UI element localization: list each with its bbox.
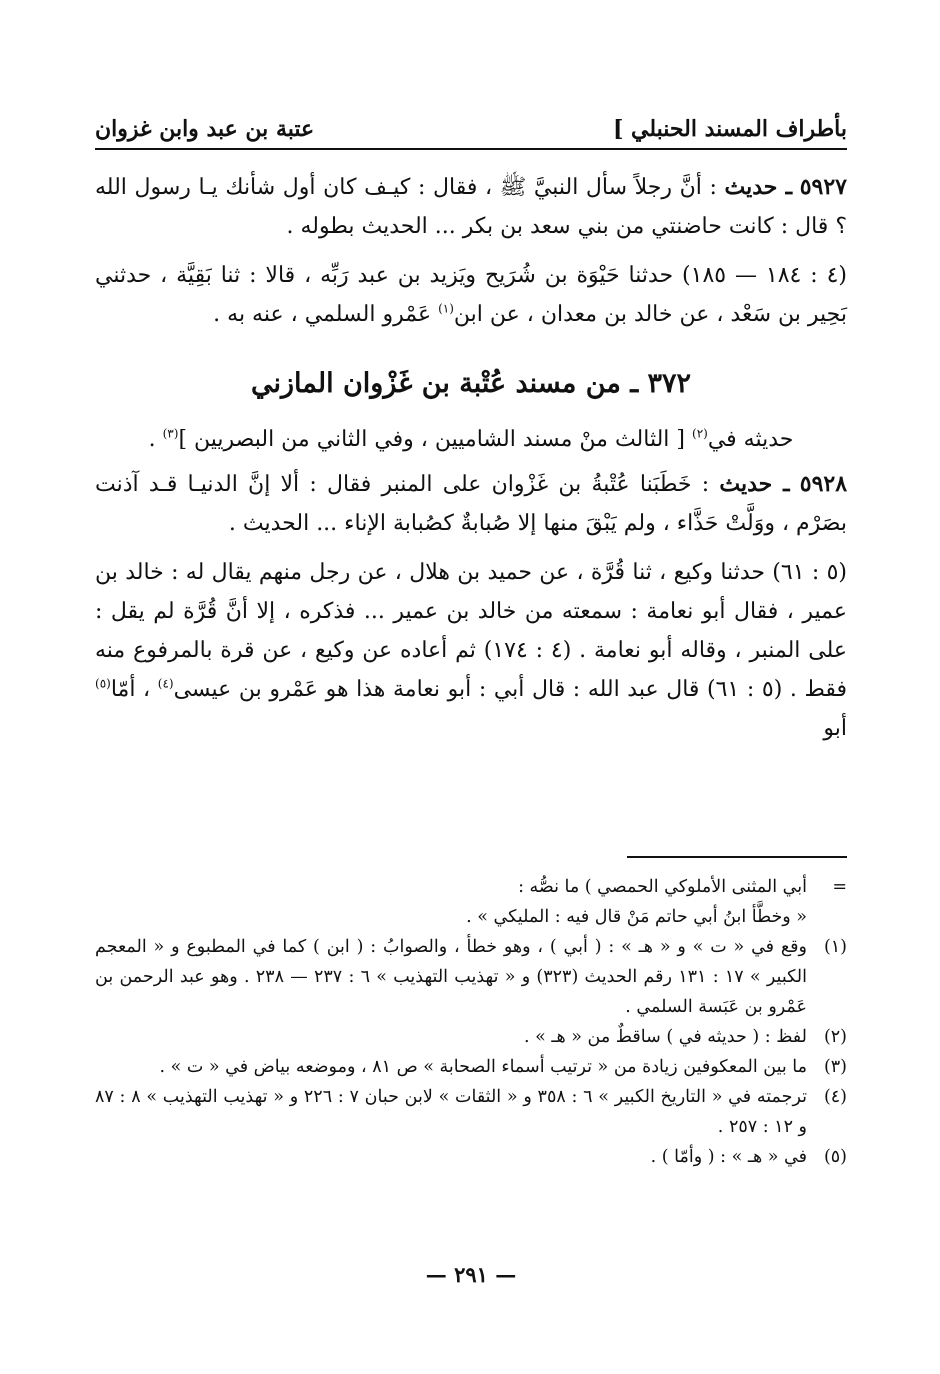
isnad-5928: (٥ : ٦١) حدثنا وكيع ، ثنا قُرَّة ، عن حميد بن هلال ، عن رجل منهم يقال له : خالد بن عمير ، فقال أبو نعامة : سمعته من خالد بن عمير ... فذكره ، إلا أنَّ قُرَّة لم يقل : على المنبر ، وقاله أبو نعامة . (٤ : ١٧٤) ثم أعاده عن وكيع ، عن قرة بالمرفوع منه فقط . (٥ : ٦١) قال عبد الله : قال أبي : أبو نعامة هذا هو عَمْرو بن عيسى$^{(٤)}$ ، أمّا$^{(٥)}$ أبو <box>95 560 848 741</box>
footnote-label: (١) <box>823 937 847 957</box>
footnote-ref: (١) <box>438 301 454 316</box>
header-book-title: بأطراف المسند الحنبلي ] <box>612 116 847 142</box>
footnote-2 <box>95 1022 847 1052</box>
footnote-continuation-line: « وخطَّأ ابنُ أبي حاتم مَنْ قال فيه : المليكي » . <box>466 907 807 927</box>
footnote-label: (٢) <box>823 1027 847 1047</box>
footnote-text: في « هـ » : ( وأمّا ) . <box>650 1147 807 1167</box>
hadith-keyword: حديث <box>719 471 773 497</box>
footnotes <box>95 872 847 1172</box>
footnote-3 <box>95 1052 847 1082</box>
footnote-ref: (٣) <box>162 426 179 441</box>
footnote-5 <box>95 1142 847 1172</box>
footnote-label: (٣) <box>823 1057 847 1077</box>
main-text <box>95 168 847 758</box>
isnad-text: (٤ : ١٨٤ — ١٨٥) حدثنا حَيْوَة بن شُرَيح ويَزيد بن عبد رَبِّه ، قالا : ثنا بَقِيَّة ، حدثني بَحِير بن سَعْد ، عن خالد بن معدان ، عن ابن <box>95 263 847 327</box>
footnote-4 <box>95 1082 847 1142</box>
footnote-text: ما بين المعكوفين زيادة من « ترتيب أسماء الصحابة » ص ٨١ ، وموضعه بياض في « ت » . <box>159 1057 807 1077</box>
hadith-text: : أنَّ رجلاً سأل النبيَّ ﷺ ، فقال : كيـف كان أول شأنك يـا رسول الله ؟ قال : كانت حاضنتي من بني سعد بن بكر ... الحديث بطوله . <box>95 175 847 239</box>
isnad-5927 <box>95 256 847 334</box>
footnote-1 <box>95 932 847 1022</box>
isnad-text: عَمْرو السلمي ، عنه به . <box>213 302 432 327</box>
page-number: — ٢٩١ — <box>425 1262 517 1287</box>
isnad-text: (٥ : ٦١) حدثنا وكيع ، ثنا قُرَّة ، عن حميد بن هلال ، عن رجل منهم يقال له : خالد بن عمير ، فقال أبو نعامة : سمعته من خالد بن عمير ... فذكره ، إلا أنَّ قُرَّة لم يقل : على المنبر ، وقاله أبو نعامة . (٤ : ١٧٤) ثم أعاده عن وكيع ، عن قرة بالمرفوع منه فقط . (٥ : ٦١) قال عبد الله : قال أبي : أبو نعامة هذا هو عَمْرو بن عيسى <box>95 560 848 702</box>
footnote-text: لفظ : ( حديثه في ) ساقطٌ من « هـ » . <box>523 1027 807 1047</box>
hadith-text: : خَطَبَنا عُتْبةُ بن غَزْوان على المنبر فقال : ألا إنَّ الدنيـا قـد آذنت بصَرْم ، ووَلَّتْ حَذَّاء ، ولم يَبْقَ منها إلا صُبابةٌ كصُبابة الإناء ... الحديث . <box>95 472 847 536</box>
footnote-divider <box>627 856 847 858</box>
hadith-entry-5928: ٥٩٢٨ ـ حديث : خَطَبَنا عُتْبةُ بن غَزْوان على المنبر فقال : ألا إنَّ الدنيـا قـد آذنت بصَرْم ، ووَلَّتْ حَذَّاء ، ولم يَبْقَ منها إلا صُبابةٌ كصُبابة الإناء ... الحديث . <box>95 471 848 536</box>
footnote-label: (٥) <box>823 1147 847 1167</box>
footnote-ref: (٥) <box>95 676 111 691</box>
footnote-label: (٤) <box>823 1087 847 1107</box>
footnote-text: وقع في « ت » و « هـ » : ( أبي ) ، وهو خطأ ، والصوابُ : ( ابن ) كما في المطبوع و « المعجم الكبير » ١٧ : ١٣١ رقم الحديث (٣٢٣) و « تهذيب التهذيب » ٦ : ٢٣٧ — ٢٣٨ . وهو عبد الرحمن بن عَمْرو بن عَبَسة السلمي . <box>95 937 807 1017</box>
hadith-number: ٥٩٢٧ <box>799 174 847 200</box>
footnote-ref: (٢) <box>692 426 708 441</box>
hadith-entry-5927: ٥٩٢٧ ـ حديث : أنَّ رجلاً سأل النبيَّ ﷺ ، فقال : كيـف كان أول شأنك يـا رسول الله ؟ قال : كانت حاضنتي من بني سعد بن بكر ... الحديث بطوله . <box>95 174 847 239</box>
footnote-text: ترجمته في « التاريخ الكبير » ٦ : ٣٥٨ و « الثقات » لابن حبان ٧ : ٢٢٦ و « تهذيب التهذيب » ٨ : ٨٧ و ١٢ : ٢٥٧ . <box>95 1087 807 1137</box>
continuation-mark: = <box>832 877 847 897</box>
hadith-number: ٥٩٢٨ <box>799 471 848 497</box>
footnote-continuation: = أبي المثنى الأملوكي الحمصي ) ما نصُّه : <box>95 872 847 902</box>
running-header <box>95 98 847 150</box>
footnote-ref: (٤) <box>157 676 174 691</box>
section-heading: ٣٧٢ ـ من مسند عُتْبة بن غَزْوان المازني <box>250 368 692 399</box>
hadith-keyword: حديث <box>724 174 778 200</box>
section-intro: حديثه في$^{(٢)}$ [ الثالث منْ مسند الشاميين ، وفي الثاني من البصريين ]$^{(٣)}$ . <box>148 426 794 452</box>
header-section-title: عتبة بن عبد وابن غزوان <box>95 116 315 142</box>
